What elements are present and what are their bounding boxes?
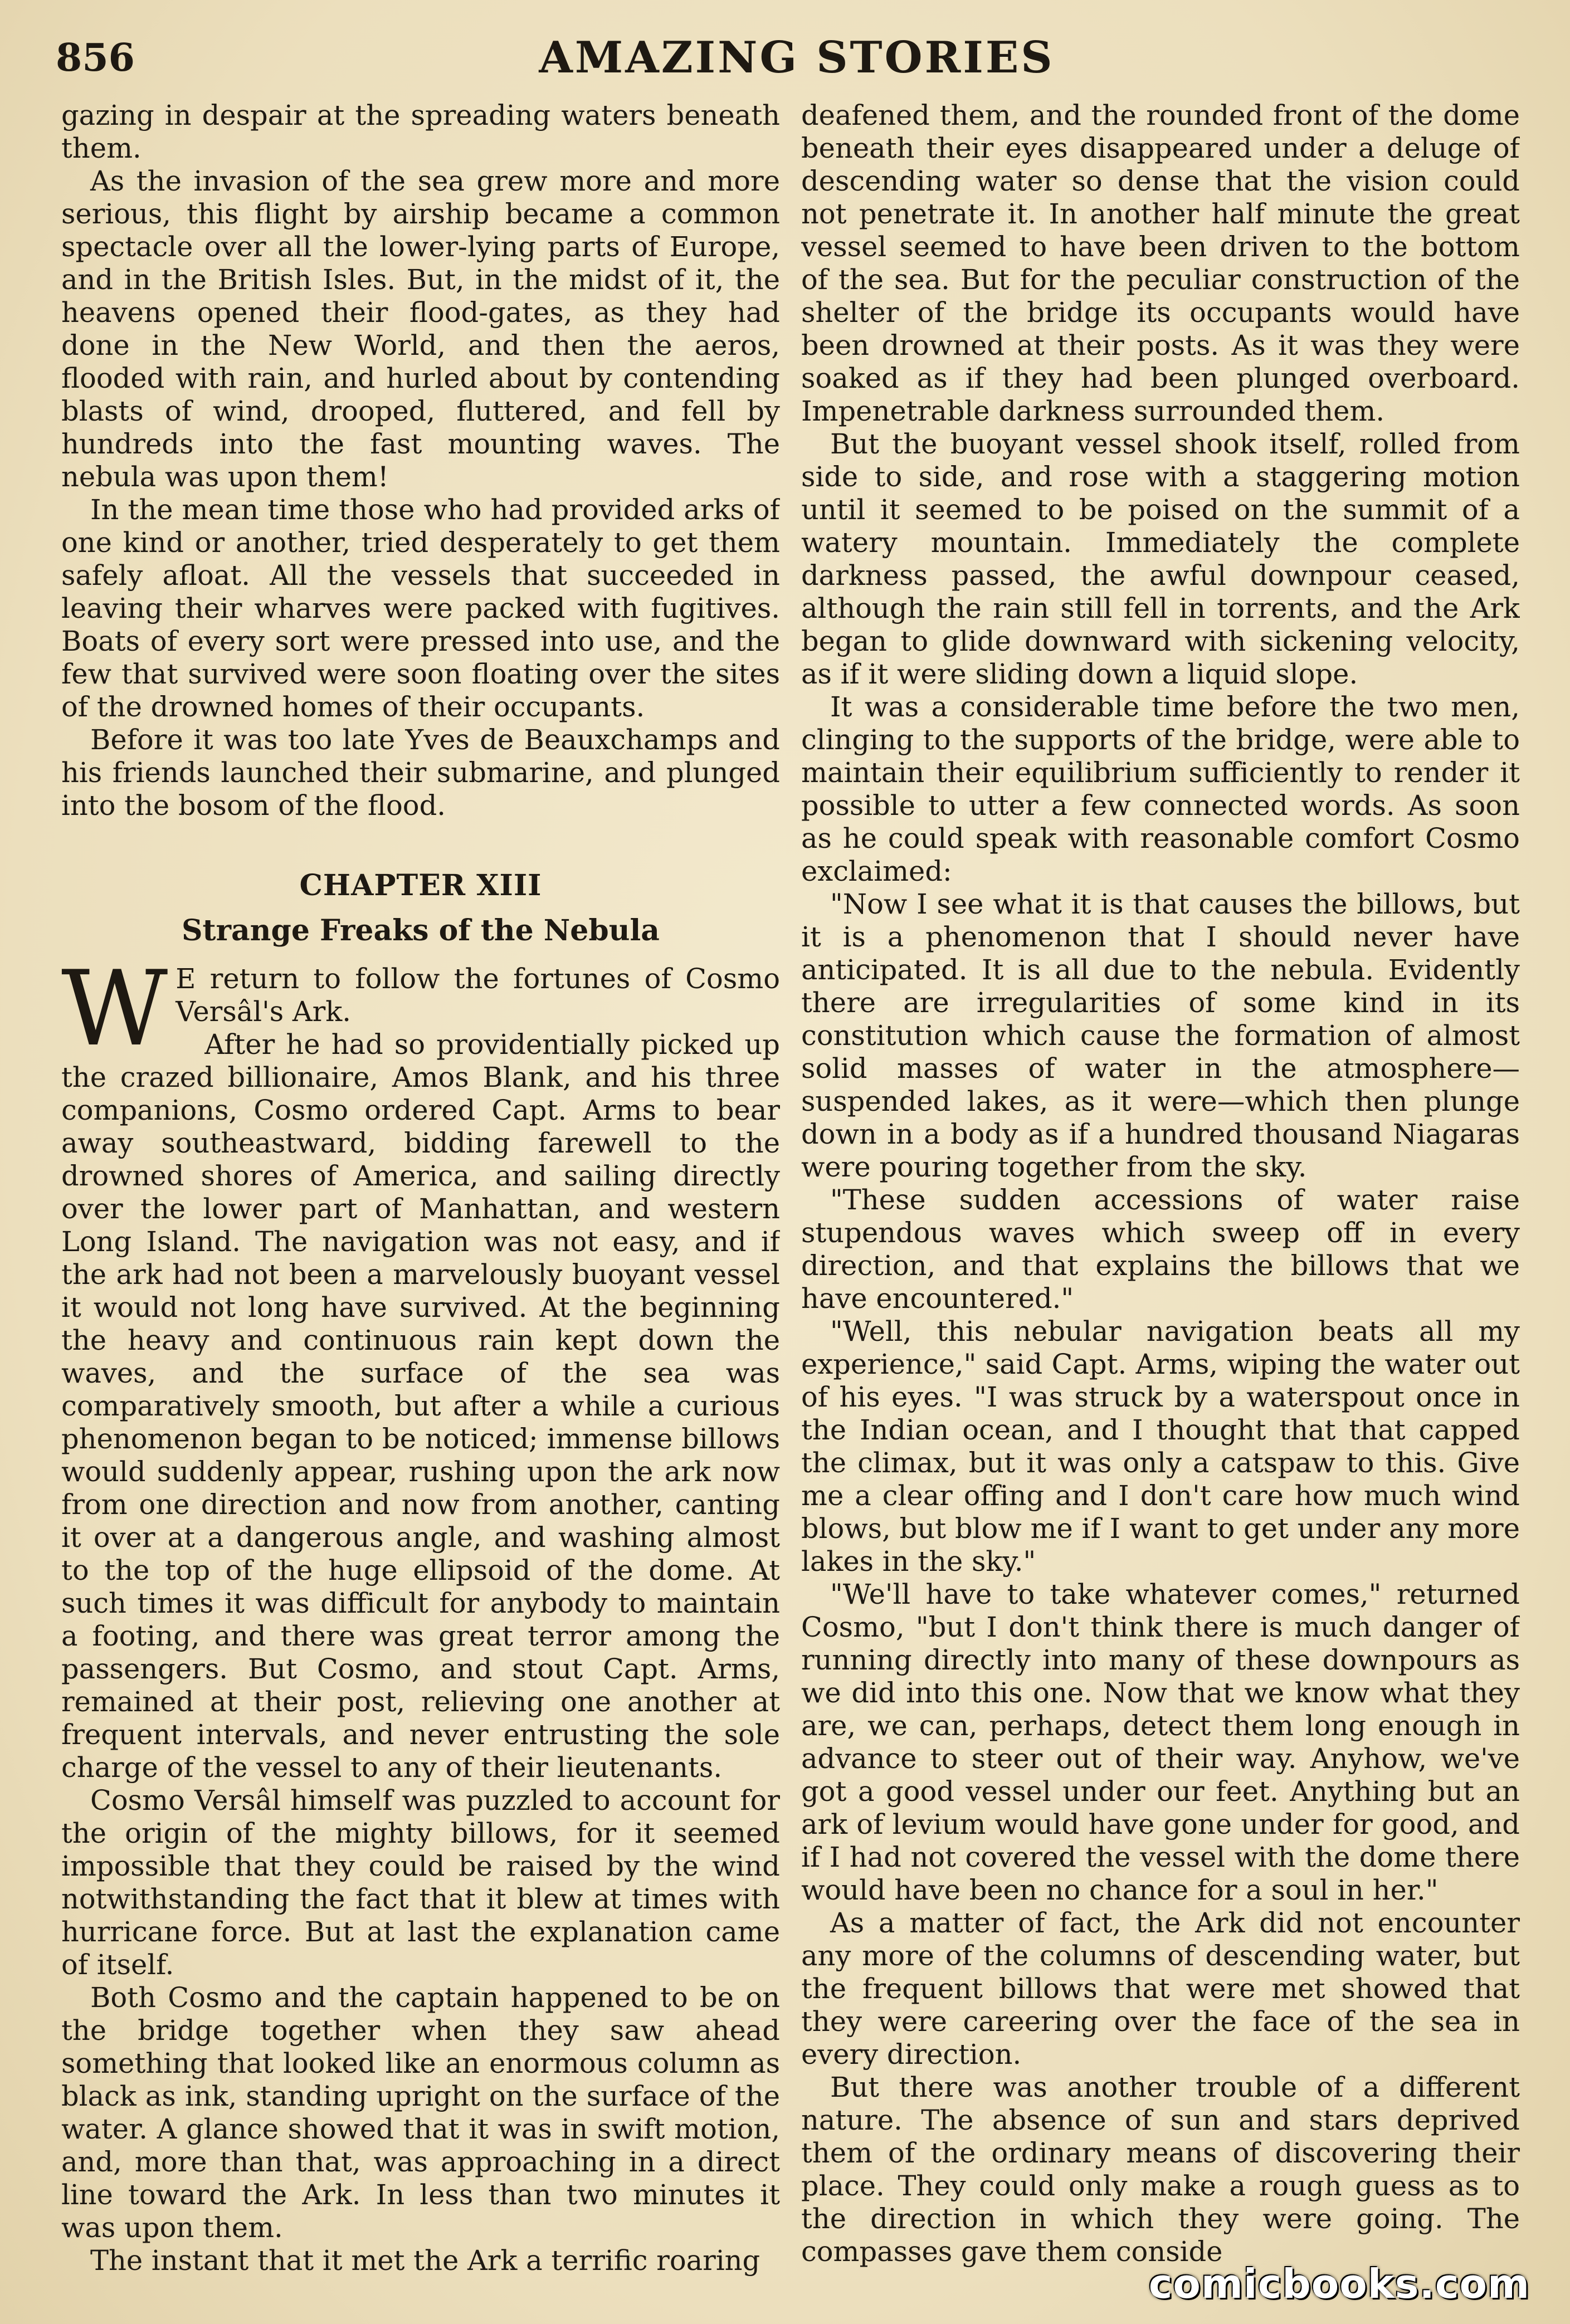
paragraph: But there was another trouble of a different nature. The absence of sun and stars deprived them of the ordinary means of discovering their place. They could only make a rough guess as to the direction in which they were going. The compasses gave them conside bbox=[801, 2071, 1520, 2268]
paragraph: gazing in despair at the spreading waters beneath them. bbox=[61, 99, 780, 164]
paragraph: "Well, this nebular navigation beats all my experience," said Capt. Arms, wiping the water out of his eyes. "I was struck by a waterspout once in the Indian ocean, and I thought that that capped the climax, but it was only a catspaw to this. Give me a clear offing and I don't care how much wind blows, but blow me if I want to get under any more lakes in the sky." bbox=[801, 1315, 1520, 1578]
chapter-heading: CHAPTER XIII bbox=[299, 868, 542, 902]
paragraph: As the invasion of the sea grew more and more serious, this flight by airship became a common spectacle over all the lower-lying parts of Europe, and in the British Isles. But, in the midst of it, the heavens opened their flood-gates, as they had done in the New World, and then the aeros, flooded with rain, and hurled about by contending blasts of wind, drooped, fluttered, and fell by hundreds into the fast mounting waves. The nebula was upon them! bbox=[61, 165, 780, 493]
paragraph: But the buoyant vessel shook itself, rolled from side to side, and rose with a staggering motion until it seemed to be poised on the summit of a watery mountain. Immediately the complete darkness passed, the awful downpour ceased, although the rain still fell in torrents, and the Ark began to glide downward with sickening velocity, as if it were sliding down a liquid slope. bbox=[801, 428, 1520, 690]
watermark: comicbooks.com bbox=[1148, 2260, 1530, 2307]
paragraph: deafened them, and the rounded front of the dome beneath their eyes disappeared under a deluge of descending water so dense that the vision could not penetrate it. In another half minute the great vessel seemed to have been driven to the bottom of the sea. But for the peculiar construction of the shelter of the bridge its occupants would have been drowned at their posts. As it was they were soaked as if they had been plunged overboard. Impenetrable darkness surrounded them. bbox=[801, 99, 1520, 427]
page-number: 856 bbox=[56, 36, 135, 80]
paragraph: Both Cosmo and the captain happened to be on the bridge together when they saw ahead something that looked like an enormous column as black as ink, standing upright on the surface of the water. A glance showed that it was in swift motion, and, more than that, was approaching in a direct line toward the Ark. In less than two minutes it was upon them. bbox=[61, 1981, 780, 2244]
page-header bbox=[56, 32, 1538, 94]
paragraph: The instant that it met the Ark a terrific roaring bbox=[90, 2244, 760, 2277]
right-column bbox=[801, 99, 1520, 2294]
paragraph: "These sudden accessions of water raise stupendous waves which sweep off in every direction, and that explains the billows that we have encountered." bbox=[801, 1184, 1520, 1315]
paragraph: Cosmo Versâl himself was puzzled to account for the origin of the mighty billows, for it seemed impossible that they could be raised by the wind notwithstanding the fact that it blew at times with hurricane force. But at last the explanation came of itself. bbox=[61, 1784, 780, 1981]
paragraph: "We'll have to take whatever comes," returned Cosmo, "but I don't think there is much danger of running directly into many of these downpours as we did into this one. Now that we know what they are, we can, perhaps, detect them long enough in advance to steer out of their way. Anyhow, we've got a good vessel under our feet. Anything but an ark of levium would have gone under for good, and if I had not covered the vessel with the dome there would have been no chance for a soul in her." bbox=[801, 1578, 1520, 1906]
paragraph: Before it was too late Yves de Beauxchamps and his friends launched their submarine, and plunged into the bosom of the flood. bbox=[61, 724, 780, 822]
left-column bbox=[61, 99, 780, 2294]
paragraph-text: E return to follow the fortunes of Cosmo Versâl's Ark. bbox=[175, 963, 780, 1028]
paragraph: In the mean time those who had provided arks of one kind or another, tried desperately to get them safely afloat. All the vessels that succeeded in leaving their wharves were packed with fugitives. Boats of every sort were pressed into use, and the few that survived were soon floating over the sites of the drowned homes of their occupants. bbox=[61, 494, 780, 723]
drop-cap: W bbox=[61, 948, 168, 1069]
paragraph: It was a considerable time before the two men, clinging to the supports of the bridge, were able to maintain their equilibrium sufficiently to render it possible to utter a few connected words. As soon as he could speak with reasonable comfort Cosmo exclaimed: bbox=[801, 691, 1520, 887]
paragraph: As a matter of fact, the Ark did not encounter any more of the columns of descending water, but the frequent billows that were met showed that they were careering over the face of the sea in every direction. bbox=[801, 1907, 1520, 2071]
magazine-title: AMAZING STORIES bbox=[539, 32, 1055, 83]
paragraph: After he had so providentially picked up the crazed billionaire, Amos Blank, and his three companions, Cosmo ordered Capt. Arms to bear away southeastward, bidding farewell to the drowned shores of America, and sailing directly over the lower part of Manhattan, and western Long Island. The navigation was not easy, and if the ark had not been a marvelously buoyant vessel it would not long have survived. At the beginning the heavy and continuous rain kept down the waves, and the surface of the sea was comparatively smooth, but after a while a curious phenomenon began to be noticed; immense billows would suddenly appear, rushing upon the ark now from one direction and now from another, canting it over at a dangerous angle, and washing almost to the top of the huge ellipsoid of the dome. At such times it was difficult for anybody to maintain a footing, and there was great terror among the passengers. But Cosmo, and stout Capt. Arms, remained at their post, relieving one another at frequent intervals, and never entrusting the sole charge of the vessel to any of their lieutenants. bbox=[61, 1028, 780, 1784]
chapter-subtitle: Strange Freaks of the Nebula bbox=[182, 914, 660, 948]
chapter-opening-paragraph bbox=[61, 948, 780, 1069]
paragraph: "Now I see what it is that causes the billows, but it is a phenomenon that I should never have anticipated. It is all due to the nebula. Evidently there are irregularities of some kind in its constitution which cause the formation of almost solid masses of water in the atmosphere—suspended lakes, as it were—which then plunge down in a body as if a hundred thousand Niagaras were pouring together from the sky. bbox=[801, 888, 1520, 1183]
